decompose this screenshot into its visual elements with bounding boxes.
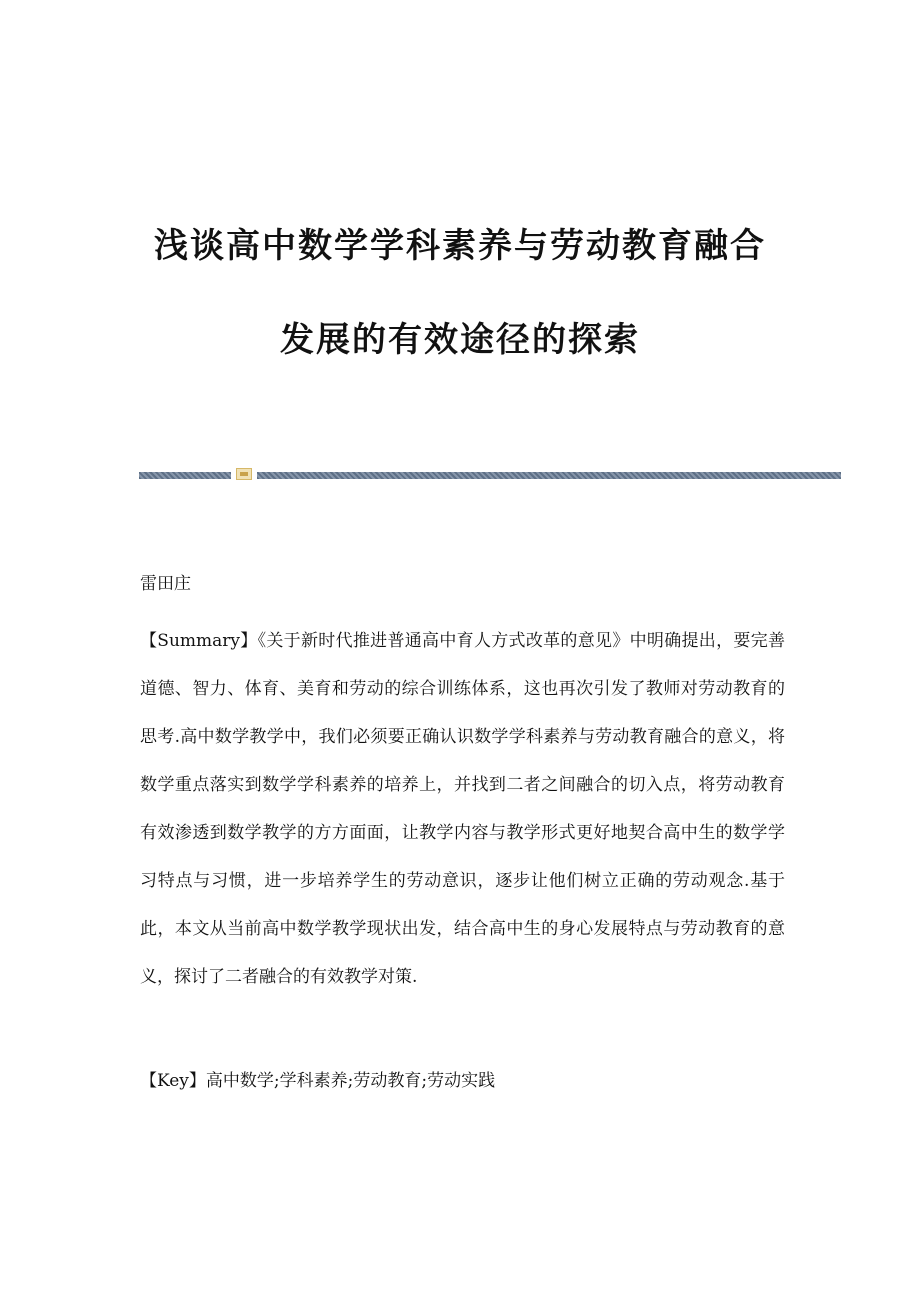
keywords-label: 【Key】 [140,1071,206,1091]
abstract-text: 《关于新时代推进普通高中育人方式改革的意见》中明确提出，要完善道德、智力、体育、美育和劳动的综合训练体系，这也再次引发了教师对劳动教育的思考.高中数学教学中，我们必须要正确认识数学学科素养与劳动教育融合的意义，将数学重点落实到数学学科素养的培养上，并找到二者之间融合的切入点，将劳动教育有效渗透到数学教学的方方面面，让教学内容与教学形式更好地契合高中生的数学学习特点与习惯，进一步培养学生的劳动意识，逐步让他们树立正确的劳动观念.基于此，本文从当前高中数学教学现状出发，结合高中生的身心发展特点与劳动教育的意义，探讨了二者融合的有效教学对策. [140,631,785,987]
abstract-paragraph [140,617,785,1001]
author-name: 雷田庄 [140,574,191,594]
document-title-line-1: 浅谈高中数学学科素养与劳动教育融合 [154,226,766,266]
divider-bar-left [139,472,231,479]
document-title-line-2: 发展的有效途径的探索 [280,320,640,360]
abstract-label: 【Summary】 [140,631,258,651]
divider-ornament-icon [236,468,252,480]
divider-bar-right [257,472,841,479]
title-divider [139,468,841,482]
keywords-line [140,1066,495,1091]
keywords-text: 高中数学;学科素养;劳动教育;劳动实践 [205,1071,496,1091]
